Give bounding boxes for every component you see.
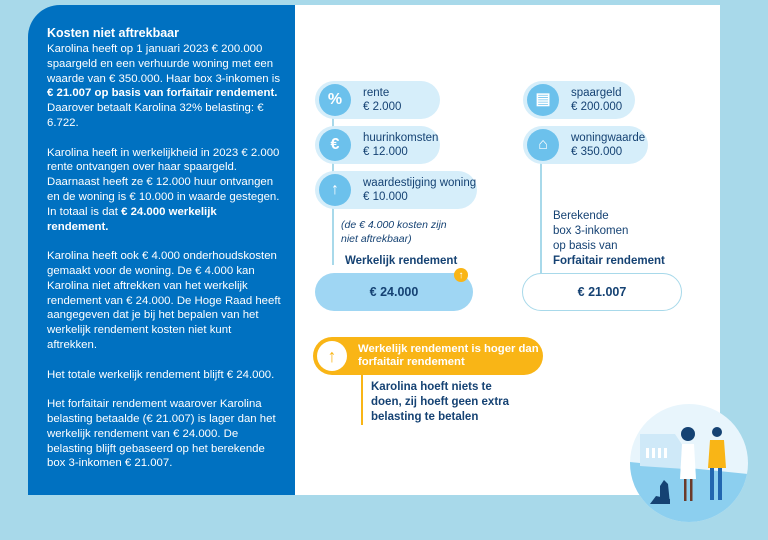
item-value: € 12.000 <box>363 146 408 158</box>
conclusion-text: Karolina hoeft niets te doen, zij hoeft geen extra belasting te betalen <box>371 381 510 423</box>
paragraph-situation <box>47 42 281 131</box>
item-waardestijging <box>315 171 477 209</box>
cost-note: (de € 4.000 kosten zijn niet aftrekbaar) <box>341 219 447 245</box>
explanation-panel <box>28 5 295 495</box>
paragraph-conclusion: Het forfaitair rendement waarover Karolina belasting betaalde (€ 21.007) is lager dan het werkelijk rendement van € 24.000. De belasting blijft gebaseerd op het berekende box 3-inkomen € 21.007. <box>47 398 276 470</box>
banner-text: Werkelijk rendement is hoger dan forfaitair rendement <box>358 343 539 368</box>
item-label: rente <box>363 87 390 99</box>
text: Forfaitair rendement <box>553 255 665 267</box>
paragraph-costs: Karolina heeft ook € 4.000 onderhoudskosten gemaakt voor de woning. De € 4.000 kan Karolina niet aftrekken van het werkelijk rendement van € 24.000. De Hoge Raad heeft aangegeven dat je bij het bepalen van het werkelijk rendement kosten niet kunt aftrekken. <box>47 250 281 351</box>
text: op basis van <box>553 240 618 252</box>
text: Daarover betaalt Karolina 32% belasting: € 6.722. <box>47 102 264 129</box>
banknotes-icon: ▤ <box>527 84 559 116</box>
connector-line <box>540 145 542 280</box>
actual-result-label: Werkelijk rendement <box>345 255 458 267</box>
text: Karolina heeft op 1 januari 2023 € 200.000 spaargeld en een verhuurde woning met een waarde van € 350.000. Haar box 3-inkomen is <box>47 43 281 85</box>
item-rente <box>315 81 440 119</box>
item-value: € 2.000 <box>363 101 402 113</box>
arrow-up-icon: ↑ <box>319 174 351 206</box>
illustration <box>630 404 748 522</box>
forfait-result: € 21.007 <box>522 273 682 311</box>
panel-title: Kosten niet aftrekbaar <box>47 26 179 40</box>
arrow-up-icon: ↑ <box>317 341 347 371</box>
paragraph-actual <box>47 146 281 235</box>
connector-line <box>361 375 363 425</box>
item-spaargeld <box>523 81 635 119</box>
paragraph-total: Het totale werkelijk rendement blijft € 24.000. <box>47 368 275 381</box>
item-huurinkomsten <box>315 126 440 164</box>
item-label: huurinkomsten <box>363 132 439 144</box>
house-coins-icon: ⌂ <box>527 129 559 161</box>
emphasis: € 24.000 werkelijk rendement. <box>47 205 217 233</box>
item-label: waardestijging woning <box>363 177 477 189</box>
item-label: woningwaarde <box>571 132 646 144</box>
item-value: € 200.000 <box>571 101 623 113</box>
calc-description <box>553 209 665 269</box>
percent-coins-icon: % <box>319 84 351 116</box>
document-euro-icon: € <box>319 129 351 161</box>
item-woningwaarde <box>523 126 648 164</box>
text: Berekende <box>553 210 609 222</box>
comparison-banner <box>313 337 543 375</box>
item-value: € 10.000 <box>363 191 408 203</box>
item-value: € 350.000 <box>571 146 623 158</box>
people-dog-illustration <box>630 404 748 522</box>
arrow-up-badge-icon: ↑ <box>454 268 468 282</box>
emphasis: € 21.007 op basis van forfaitair rendement. <box>47 87 278 100</box>
item-label: spaargeld <box>571 87 622 99</box>
actual-result: € 24.000 <box>315 273 473 311</box>
text: Karolina heeft in werkelijkheid in 2023 € 2.000 rente ontvangen over haar spaargeld. Daarnaast heeft ze € 12.000 huur ontvangen en de woning is € 10.000 in waarde gestegen. In totaal is dat <box>47 146 280 218</box>
text: box 3-inkomen <box>553 225 629 237</box>
